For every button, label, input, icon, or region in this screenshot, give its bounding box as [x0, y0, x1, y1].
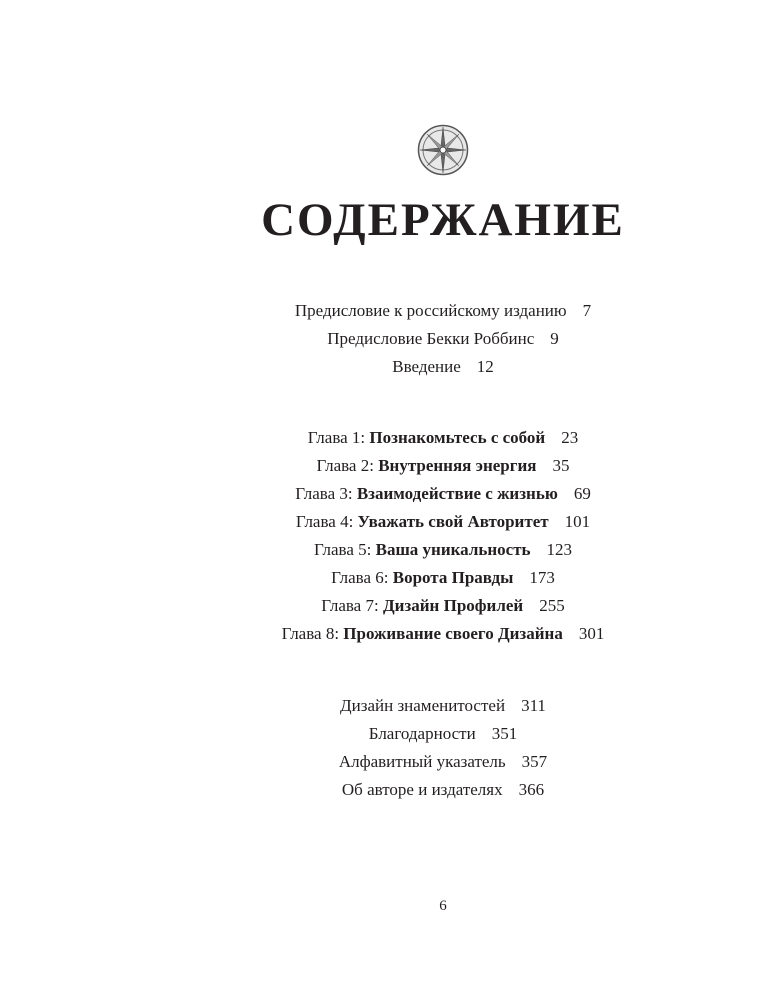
- entry-title: Предисловие Бекки Роббинс: [327, 329, 535, 348]
- chapter-title: Дизайн Профилей: [382, 596, 524, 615]
- toc-entry: [143, 297, 743, 325]
- chapter-label: Глава 8:: [281, 624, 340, 643]
- toc-entry: [143, 692, 743, 720]
- chapter-label: Глава 5:: [313, 540, 372, 559]
- page-number: 6: [439, 898, 447, 914]
- entry-title: Об авторе и издателях: [341, 780, 503, 799]
- back-matter-list: [143, 692, 743, 804]
- chapter-title: Ворота Правды: [392, 568, 514, 587]
- chapter-page: 173: [529, 568, 555, 587]
- compass-rose-icon: [417, 124, 469, 176]
- entry-title: Дизайн знаменитостей: [340, 696, 506, 715]
- chapter-entry: [143, 452, 743, 480]
- entry-page: 351: [491, 724, 518, 743]
- chapter-label: Глава 3:: [295, 484, 353, 503]
- toc-entry: [143, 748, 743, 776]
- chapter-page: 301: [578, 624, 605, 643]
- chapter-label: Глава 1:: [307, 428, 366, 447]
- chapter-entry: [143, 424, 743, 452]
- chapter-page: 123: [546, 540, 573, 559]
- chapter-label: Глава 4:: [295, 512, 354, 531]
- entry-page: 311: [521, 696, 546, 715]
- chapter-page: 255: [539, 596, 565, 615]
- chapter-entry: [143, 508, 743, 536]
- chapter-title: Проживание своего Дизайна: [343, 624, 563, 643]
- chapter-entry: [143, 620, 743, 648]
- entry-title: Введение: [392, 357, 461, 376]
- chapter-label: Глава 2:: [316, 456, 374, 475]
- chapter-page: 69: [573, 484, 591, 503]
- chapter-page: 35: [552, 456, 570, 475]
- toc-entry: [143, 776, 743, 804]
- toc-entry: [143, 353, 743, 381]
- chapter-label: Глава 7:: [321, 596, 379, 615]
- entry-page: 12: [476, 357, 494, 376]
- chapter-entry: [143, 592, 743, 620]
- entry-page: 7: [582, 301, 592, 320]
- chapter-entry: [143, 564, 743, 592]
- chapter-entry: [143, 536, 743, 564]
- entry-title: Предисловие к российскому изданию: [294, 301, 567, 320]
- chapter-title: Взаимодействие с жизнью: [356, 484, 558, 503]
- entry-page: 357: [521, 752, 548, 771]
- chapter-title: Уважать свой Авторитет: [357, 512, 549, 531]
- chapter-entry: [143, 480, 743, 508]
- entry-title: Благодарности: [368, 724, 476, 743]
- chapter-title: Познакомьтесь с собой: [369, 428, 546, 447]
- chapter-page: 23: [561, 428, 579, 447]
- chapter-title: Внутренняя энергия: [378, 456, 537, 475]
- entry-title: Алфавитный указатель: [338, 752, 506, 771]
- chapter-title: Ваша уникальность: [375, 540, 531, 559]
- entry-page: 9: [550, 329, 559, 348]
- toc-entry: [143, 720, 743, 748]
- chapter-label: Глава 6:: [331, 568, 389, 587]
- front-matter-list: [143, 297, 743, 381]
- toc-entry: [143, 325, 743, 353]
- entry-page: 366: [518, 780, 545, 799]
- chapter-page: 101: [564, 512, 591, 531]
- chapters-list: [143, 424, 743, 648]
- page-title: СОДЕРЖАНИЕ: [261, 194, 625, 246]
